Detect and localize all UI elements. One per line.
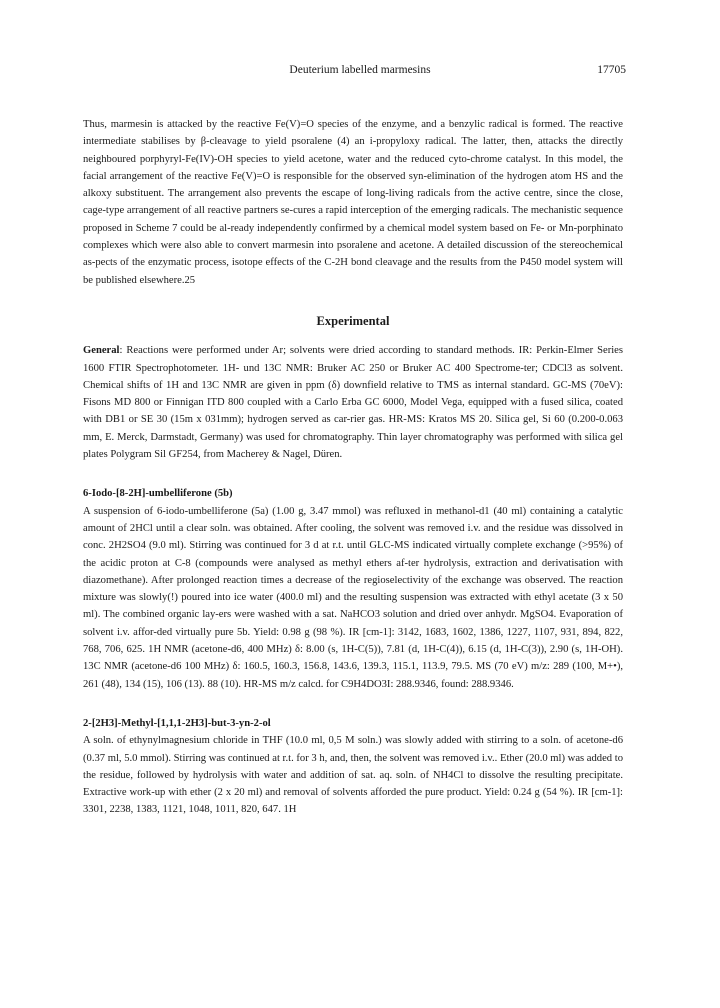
article-body — [83, 116, 623, 819]
running-title: Deuterium labelled marmesins — [289, 64, 431, 76]
page-number: 17705 — [597, 64, 626, 76]
compound-butynol-heading: 2-[2H3]-Methyl-[1,1,1-2H3]-but-3-yn-2-ol — [83, 717, 271, 729]
compound-5b-paragraph: A suspension of 6-iodo-umbelliferone (5a) (1.00 g, 3.47 mmol) was refluxed in methanol-d1 (40 ml) containing a catalytic amount of 2HCl until a clear soln. was obtained. After cooling, the solvent was removed i.v. and the residue was dissolved in conc. 2H2SO4 (9.0 ml). Stirring was continued for 3 d at r.t. until GLC-MS indicated virtually complete exchange (>95%) of the acidic proton at C-8 (compounds were analysed as methyl ethers af-ter hydrolysis, extraction and derivatisation with diazomethane). After prolonged reaction times a decrease of the regioselectivity of the exchange was observed. The reaction mixture was slowly(!) poured into ice water (400.0 ml) and the resulting suspension was extracted with ethyl acetate (3 x 50 ml). The combined organic lay-ers were washed with a sat. NaHCO3 solution and dried over anhydr. MgSO4. Evaporation of solvent i.v. affor-ded virtually pure 5b. Yield: 0.98 g (98 %). IR [cm-1]: 3142, 1683, 1602, 1386, 1227, 1107, 931, 894, 822, 768, 706, 625. 1H NMR (acetone-d6, 400 MHz) δ: 8.00 (s, 1H-C(5)), 7.81 (d, 1H-C(4)), 6.15 (d, 1H-C(3)), 2.90 (s, 1H-OH). 13C NMR (acetone-d6 100 MHz) δ: 160.5, 160.3, 156.8, 143.6, 139.3, 115.1, 113.9, 79.5. MS (70 eV) m/z: 289 (100, M+•), 261 (48), 134 (15), 106 (13). 88 (10). HR-MS m/z calcd. for C9H4DO3I: 288.9346, found: 288.9346. — [83, 505, 623, 690]
experimental-heading: Experimental — [316, 313, 390, 328]
intro-paragraph: Thus, marmesin is attacked by the reactive Fe(V)=O species of the enzyme, and a benzylic radical is formed. The reactive intermediate stabilises by β-cleavage to yield psoralene (4) an i-propyloxy radical. The latter, then, attacks the directly neighboured porphyryl-Fe(IV)-OH species to yield acetone, water and the reduced cyto-chrome catalyst. In this model, the facial arrangement of the reactive Fe(V)=O is responsible for the observed syn-elimination of the hydrogen atom HS and the alkoxy substituent. The arrangement also prevents the escape of long-living radicals from the active centre, since the close, cage-type arrangement of all reactive partners se-cures a rapid interception of the emerging radicals. The mechanistic sequence proposed in Scheme 7 could be al-ready independently confirmed by a chemical model system based on Fe- or Mn-porphinato complexes which were also able to convert marmesin into psoralene and acetone. A detailed discussion of the stereochemical as-pects of the enzymatic process, isotope effects of the C-2H bond cleavage and the results from the P450 model system will be published elsewhere.25 — [83, 119, 623, 286]
general-text: : Reactions were performed under Ar; solvents were dried according to standard methods. IR: Perkin-Elmer Series 1600 FTIR Spectrophotometer. 1H- und 13C NMR: Bruker AC 250 or Bruker AC 400 Spectrome-ter; CDCl3 as solvent. Chemical shifts of 1H and 13C NMR are given in ppm (δ) downfield relative to TMS as internal standard. GC-MS (70eV): Fisons MD 800 or Finnigan ITD 800 coupled with a Carlo Erba GC 6000, Model Vega, equipped with a fused silica, coated with DB1 or SE 30 (15m x 031mm); hydrogen served as car-rier gas. HR-MS: Kratos MS 20. Silica gel, Si 60 (0.200-0.063 mm, E. Merck, Darmstadt, Germany) was used for chromatography. Thin layer chromatography was performed with silica gel plates Polygram Sil GF254, from Macherey & Nagel, Düren. — [83, 345, 623, 461]
compound-butynol-paragraph: A soln. of ethynylmagnesium chloride in THF (10.0 ml, 0,5 M soln.) was slowly added with stirring to a soln. of acetone-d6 (0.37 ml, 5.0 mmol). Stirring was continued at r.t. for 3 h, and, then, the solvent was removed i.v.. Ether (20.0 ml) was added to the residue, followed by hydrolysis with water and addition of sat. aq. soln. of NH4Cl to dissolve the resulting precipitate. Extractive work-up with ether (2 x 20 ml) and removal of solvents afforded the pure product. Yield: 0.24 g (54 %). IR [cm-1]: 3301, 2238, 1383, 1121, 1048, 1011, 820, 647. 1H — [83, 735, 623, 816]
general-label: General — [83, 345, 120, 357]
general-paragraph — [83, 342, 623, 463]
running-head — [0, 64, 720, 80]
compound-5b-heading: 6-Iodo-[8-2H]-umbelliferone (5b) — [83, 488, 233, 500]
